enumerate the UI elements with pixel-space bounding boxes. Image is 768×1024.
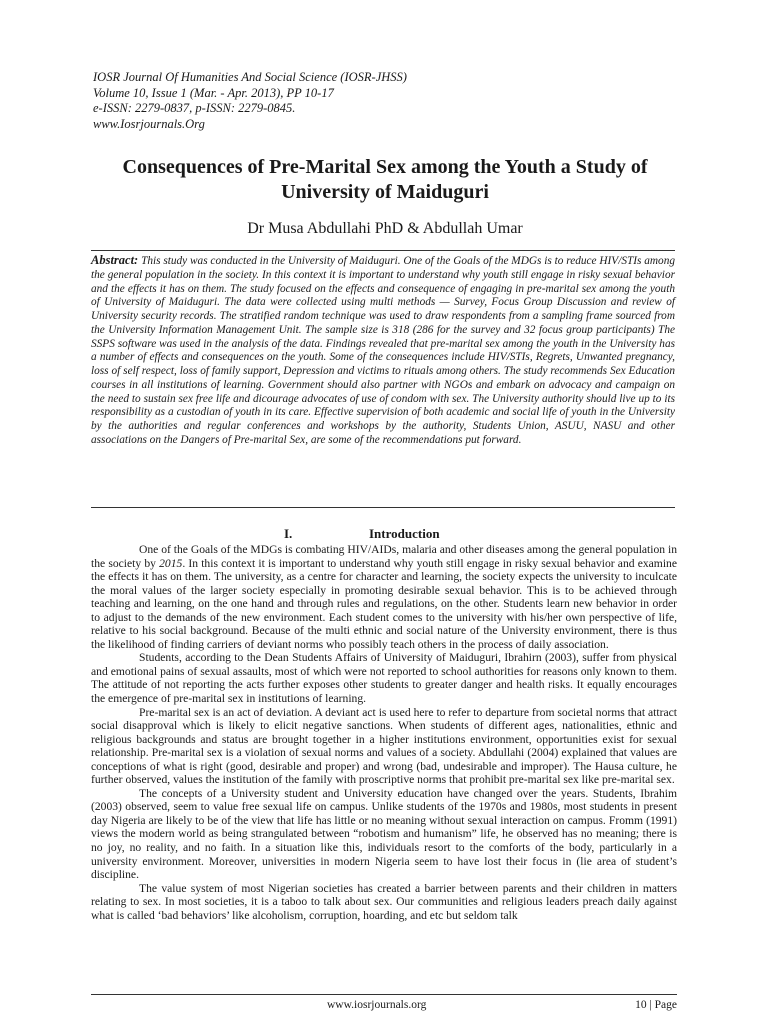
section-number: I. [284, 526, 293, 541]
abstract-label: Abstract: [91, 253, 139, 267]
paragraph-3: Pre-marital sex is an act of deviation. A deviant act is used here to refer to departure from societal norms that attract social disapproval which is likely to elicit negative sanctions. When students of different ages, nationalities, ethnic and religious backgrounds and status are brought together in a higher institutions environment, opportunities exist for sexual relationship. Pre-marital sex is a violation of sexual norms and values of a society. Abdullahi (2004) explained that values are conceptions of what is right (good, desirable and proper) and wrong (bad, undesirable and improper). The Hausa culture, he further observed, values the institution of the family with proscriptive norms that prohibit pre-marital sex like pre-marital sex. [91, 705, 677, 787]
abstract-paragraph [91, 254, 675, 448]
paragraph-2: Students, according to the Dean Students Affairs of University of Maiduguri, Ibrahirn (2003), suffer from physical and emotional pains of sexual assaults, most of which were not reported to school authorities for reasons only known to them. The attitude of not reporting the acts further exposes other students to greater danger and health risks. It equally encourages the emergence of pre-marital sex in institutions of learning. [91, 651, 677, 706]
journal-header [93, 70, 693, 132]
article-title: Consequences of Pre-Marital Sex among the Youth a Study of University of Maiduguri [122, 156, 648, 203]
footer-website: www.iosrjournals.org [327, 999, 427, 1011]
journal-volume: Volume 10, Issue 1 (Mar. - Apr. 2013), PP 10-17 [93, 85, 334, 100]
paragraph-1-year: 2015 [159, 556, 183, 570]
journal-issn: e-ISSN: 2279-0837, p-ISSN: 2279-0845. [93, 101, 296, 115]
abstract-box [91, 250, 675, 508]
section-title: Introduction [369, 526, 440, 541]
paragraph-4: The concepts of a University student and University education have changed over the years. Students, Ibrahim (2003) observed, seem to value free sexual life on campus. Unlike students of the 1970s and 1980s, most students in present day Nigeria are likely to be of the view that life has little or no meaning without sexual interaction on campus. Fromm (1991) views the modern world as being strangulated between “robotism and humanism” life, he observed has no meaning; there is no joy, no reality, and no faith. In a situation like this, individuals resort to the comforts of the body, particularly in a university environment. Moreover, universities in modern Nigeria seem to have lost their focus in (lie area of student’s discipline. [91, 786, 677, 882]
journal-website: www.Iosrjournals.Org [93, 116, 205, 131]
paragraph-1-part-a: One of the Goals of the MDGs is combating HIV/AIDs, malaria and other diseases among the general population in the society by [91, 543, 678, 570]
footer-page-number: 10 | Page [635, 999, 677, 1011]
journal-name: IOSR Journal Of Humanities And Social Science (IOSR-JHSS) [93, 70, 407, 84]
abstract-text: This study was conducted in the University of Maiduguri. One of the Goals of the MDGs is to reduce HIV/STIs among the general population in the society. In this context it is important to understand why youth still engage in risky sexual behavior and the effects it has on them. The study focused on the effects and consequence of engaging in pre-marital sex among the youth of University of Maiduguri. The data were collected using multi methods — Survey, Focus Group Discussion and review of University security records. The stratified random technique was used to draw respondents from a sampling frame sourced from the University Information Management Unit. The sample size is 318 (286 for the survey and 32 focus group participants) The SSPS software was used in the analysis of the data. Findings revealed that pre-marital sex among the youth in the University has a number of effects and consequences on the youth. Some of the consequences include HIV/STIs, Regrets, Unwanted pregnancy, loss of self respect, loss of family support, Depression and victims to rituals among others. The study recommends Sex Education courses in all institutions of learning. Government should also partner with NGOs and embark on advocacy and campaign on the need to sustain sex free life and dicourage advocates of use of condom with sex. The University authority should live up to its responsibility as a custodian of youth in its care. Effective supervision of both academic and social life of youth in the University by the authorities and regular conferences and workshops by the authority, Students Union, ASUU, NASU and other associations on the Dangers of Pre-marital Sex, are some of the recommendations put forward. [91, 255, 675, 446]
introduction-body [91, 543, 677, 922]
footer-divider [91, 994, 677, 995]
paragraph-1 [91, 543, 677, 651]
paragraph-1-part-b: . In this context it is important to understand why youth still engage in risky sexual behavior and examine the effects it has on them. The university, as a centre for character and learning, the society expects the university to inculcate the moral values of the larger society especially in promoting desirable sexual behavior. This is to be achieved through teaching and learning, on the one hand and through rules and regulations, on the other. Students learn new behavior in order to adjust to the demands of the new environment. Each student comes to the university with his/her own perspective of life, relative to his social background. Because of the multi ethnic and social nature of the University environment, there is thus the likelihood of finding carriers of deviant norms who possibly teach others in the process of daily association. [91, 556, 677, 651]
paragraph-5: The value system of most Nigerian societies has created a barrier between parents and their children in matters relating to sex. In most societies, it is a taboo to talk about sex. Our communities and religious leaders preach daily against what is called ‘bad behaviors’ like alcoholism, corruption, hoarding, and etc but seldom talk [91, 881, 677, 922]
article-authors: Dr Musa Abdullahi PhD & Abdullah Umar [247, 220, 523, 237]
